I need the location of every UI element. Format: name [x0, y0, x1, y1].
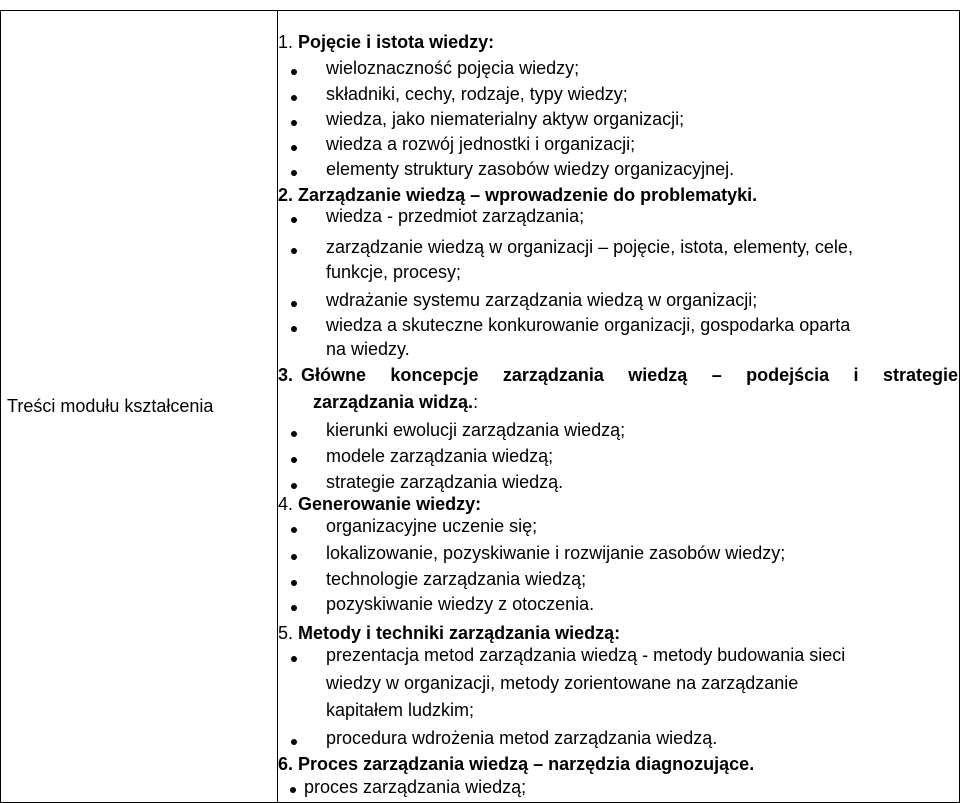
list-item: strategie zarządzania wiedzą.	[326, 472, 564, 492]
list-item: wiedza, jako niematerialny aktyw organizacji;	[326, 109, 685, 129]
list-item: kierunki ewolucji zarządzania wiedzą;	[326, 420, 626, 440]
list-item: procedura wdrożenia metod zarządzania wiedzą.	[326, 728, 718, 748]
row-label: Treści modułu kształcenia	[7, 396, 214, 416]
list-item: wdrażanie systemu zarządzania wiedzą w organizacji;	[326, 290, 758, 310]
bullet-icon	[291, 483, 297, 489]
list-item: wiedza a rozwój jednostki i organizacji;	[326, 134, 636, 154]
list-item: zarządzanie wiedzą w organizacji – pojęcie, istota, elementy, cele,	[326, 237, 853, 257]
bullet-icon	[291, 326, 297, 332]
list-item: pozyskiwanie wiedzy z otoczenia.	[326, 594, 595, 614]
section-4-title: Generowanie wiedzy:	[298, 494, 482, 514]
bullet-icon	[291, 580, 297, 586]
bullet-icon	[290, 787, 296, 793]
section-5-title: Metody i techniki zarządzania wiedzą:	[298, 623, 621, 643]
list-item-continuation: na wiedzy.	[326, 339, 410, 359]
list-item: modele zarządzania wiedzą;	[326, 446, 554, 466]
bullet-icon	[291, 248, 297, 254]
list-item: składniki, cechy, rodzaje, typy wiedzy;	[326, 84, 628, 104]
list-item: proces zarządzania wiedzą;	[304, 777, 527, 797]
list-item-continuation: funkcje, procesy;	[326, 262, 462, 282]
bullet-icon	[291, 431, 297, 437]
bullet-icon	[291, 739, 297, 745]
bullet-icon	[291, 120, 297, 126]
section-6-header: 6. Proces zarządzania wiedzą – narzędzia diagnozujące.	[278, 754, 755, 774]
section-5-header: 5. Metody i techniki zarządzania wiedzą:	[278, 623, 621, 643]
list-item: prezentacja metod zarządzania wiedzą - metody budowania sieci	[326, 645, 846, 665]
section-2-title: Zarządzanie wiedzą – wprowadzenie do problematyki.	[298, 185, 758, 205]
bullet-icon	[291, 69, 297, 75]
list-item: lokalizowanie, pozyskiwanie i rozwijanie zasobów wiedzy;	[326, 543, 786, 563]
list-item: organizacyjne uczenie się;	[326, 516, 538, 536]
bullet-icon	[291, 170, 297, 176]
section-6-title: Proces zarządzania wiedzą – narzędzia diagnozujące.	[298, 754, 755, 774]
section-3-header: 3. Główne koncepcje zarządzania wiedzą – podejścia i strategie	[278, 365, 958, 385]
bullet-icon	[291, 95, 297, 101]
list-item: technologie zarządzania wiedzą;	[326, 569, 587, 589]
bullet-icon	[291, 301, 297, 307]
list-item: wieloznaczność pojęcia wiedzy;	[326, 58, 580, 78]
list-item: wiedza a skuteczne konkurowanie organizacji, gospodarka oparta	[326, 315, 851, 335]
section-3-header-line2: zarządzania widzą.:	[313, 392, 479, 412]
section-3-title: Główne koncepcje zarządzania wiedzą – podejścia i strategie	[301, 365, 958, 385]
section-1-header: 1. Pojęcie i istota wiedzy:	[278, 32, 495, 52]
row-label-cell	[1, 11, 278, 803]
list-item: wiedza - przedmiot zarządzania;	[326, 206, 585, 226]
section-4-header: 4. Generowanie wiedzy:	[278, 494, 482, 514]
bullet-icon	[291, 656, 297, 662]
list-item-continuation: kapitałem ludzkim;	[326, 700, 475, 720]
bullet-icon	[291, 605, 297, 611]
section-1-title: Pojęcie i istota wiedzy:	[298, 32, 495, 52]
bullet-icon	[291, 217, 297, 223]
bullet-icon	[291, 527, 297, 533]
section-2-header: 2. Zarządzanie wiedzą – wprowadzenie do problematyki.	[278, 185, 758, 205]
list-item-continuation: wiedzy w organizacji, metody zorientowane na zarządzanie	[326, 673, 799, 693]
list-item: elementy struktury zasobów wiedzy organizacyjnej.	[326, 159, 735, 179]
bullet-icon	[291, 145, 297, 151]
bullet-icon	[291, 554, 297, 560]
bullet-icon	[291, 457, 297, 463]
